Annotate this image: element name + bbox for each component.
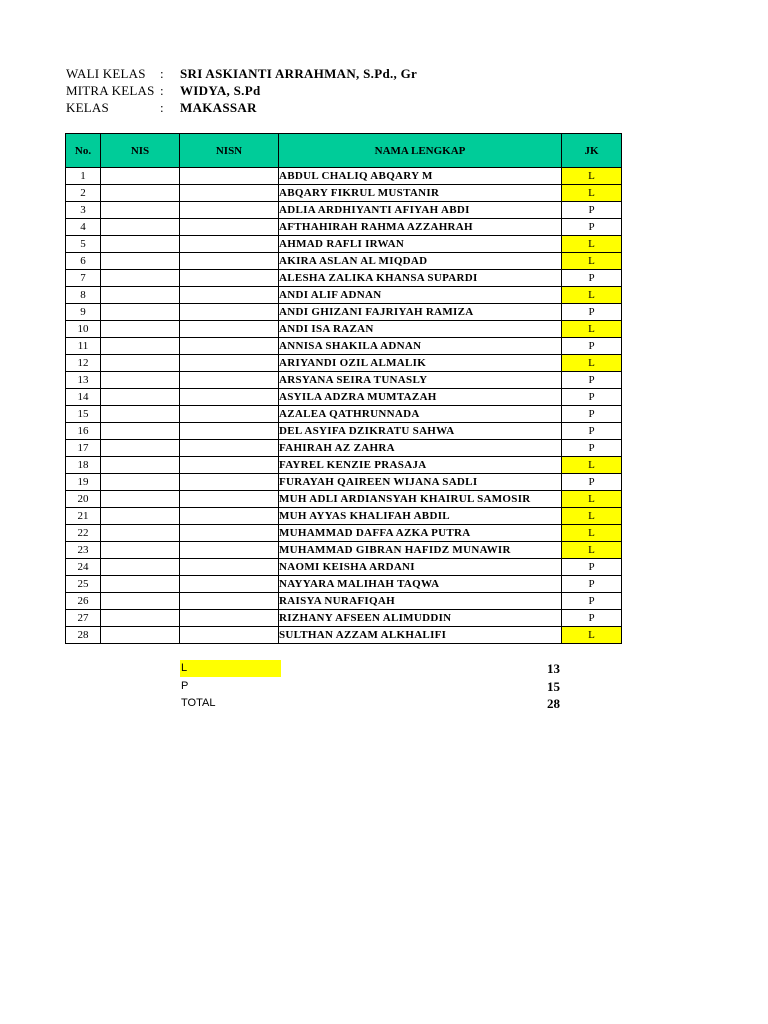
jk-cell: P: [562, 593, 622, 610]
summary-p-label: P: [181, 680, 189, 692]
nisn-cell: [180, 185, 279, 202]
jk-cell: P: [562, 423, 622, 440]
table-row: [66, 389, 622, 406]
table-row: [66, 457, 622, 474]
nisn-cell: [180, 406, 279, 423]
nis-cell: [101, 542, 180, 559]
nama-lengkap-cell: MUHAMMAD GIBRAN HAFIDZ MUNAWIR: [279, 542, 562, 559]
nis-cell: [101, 610, 180, 627]
nis-cell: [101, 168, 180, 185]
jk-cell: P: [562, 372, 622, 389]
nis-cell: [101, 491, 180, 508]
nis-cell: [101, 457, 180, 474]
nisn-cell: [180, 576, 279, 593]
summary-total-label: TOTAL: [181, 697, 216, 709]
jk-cell: L: [562, 525, 622, 542]
table-row: [66, 219, 622, 236]
row-number-cell: 1: [66, 168, 101, 185]
nisn-cell: [180, 627, 279, 644]
mitra-kelas-value: WIDYA, S.Pd: [180, 83, 261, 98]
nisn-cell: [180, 372, 279, 389]
table-row: [66, 355, 622, 372]
table-row: [66, 508, 622, 525]
jk-cell: L: [562, 253, 622, 270]
table-row: [66, 593, 622, 610]
kelas-value: MAKASSAR: [180, 100, 257, 115]
table-row: [66, 542, 622, 559]
nis-cell: [101, 202, 180, 219]
nisn-cell: [180, 253, 279, 270]
jk-cell: L: [562, 287, 622, 304]
table-row: [66, 372, 622, 389]
nisn-cell: [180, 593, 279, 610]
jk-cell: P: [562, 338, 622, 355]
jk-cell: P: [562, 219, 622, 236]
row-number-cell: 6: [66, 253, 101, 270]
column-header-nama-lengkap: NAMA LENGKAP: [279, 134, 562, 168]
nisn-cell: [180, 542, 279, 559]
nama-lengkap-cell: FAHIRAH AZ ZAHRA: [279, 440, 562, 457]
mitra-kelas-label: MITRA KELAS: [66, 83, 155, 98]
nis-cell: [101, 219, 180, 236]
row-number-cell: 11: [66, 338, 101, 355]
row-number-cell: 21: [66, 508, 101, 525]
row-number-cell: 10: [66, 321, 101, 338]
nis-cell: [101, 304, 180, 321]
nama-lengkap-cell: ASYILA ADZRA MUMTAZAH: [279, 389, 562, 406]
row-number-cell: 23: [66, 542, 101, 559]
nama-lengkap-cell: ARIYANDI OZIL ALMALIK: [279, 355, 562, 372]
nisn-cell: [180, 474, 279, 491]
wali-kelas-label: WALI KELAS: [66, 66, 146, 81]
column-header-nis: NIS: [101, 134, 180, 168]
nama-lengkap-cell: AKIRA ASLAN AL MIQDAD: [279, 253, 562, 270]
jk-cell: L: [562, 236, 622, 253]
nama-lengkap-cell: ANDI ALIF ADNAN: [279, 287, 562, 304]
nisn-cell: [180, 389, 279, 406]
table-header-row: [66, 134, 622, 168]
jk-cell: L: [562, 491, 622, 508]
nisn-cell: [180, 202, 279, 219]
row-number-cell: 5: [66, 236, 101, 253]
nis-cell: [101, 355, 180, 372]
row-number-cell: 26: [66, 593, 101, 610]
nama-lengkap-cell: ARSYANA SEIRA TUNASLY: [279, 372, 562, 389]
column-header-no: No.: [66, 134, 101, 168]
jk-cell: L: [562, 542, 622, 559]
table-row: [66, 202, 622, 219]
nis-cell: [101, 270, 180, 287]
student-roster-table: [65, 133, 622, 644]
nis-cell: [101, 338, 180, 355]
nisn-cell: [180, 338, 279, 355]
nisn-cell: [180, 304, 279, 321]
nisn-cell: [180, 321, 279, 338]
jk-cell: L: [562, 508, 622, 525]
jk-cell: P: [562, 406, 622, 423]
nis-cell: [101, 508, 180, 525]
nis-cell: [101, 287, 180, 304]
wali-kelas-value: SRI ASKIANTI ARRAHMAN, S.Pd., Gr: [180, 66, 418, 81]
nisn-cell: [180, 168, 279, 185]
table-row: [66, 610, 622, 627]
nama-lengkap-cell: RIZHANY AFSEEN ALIMUDDIN: [279, 610, 562, 627]
summary-l-label: L: [180, 660, 281, 677]
jk-cell: P: [562, 559, 622, 576]
table-row: [66, 406, 622, 423]
column-header-jk: JK: [562, 134, 622, 168]
table-row: [66, 168, 622, 185]
table-row: [66, 440, 622, 457]
nisn-cell: [180, 457, 279, 474]
nisn-cell: [180, 610, 279, 627]
column-header-nisn: NISN: [180, 134, 279, 168]
row-number-cell: 24: [66, 559, 101, 576]
table-row: [66, 287, 622, 304]
row-number-cell: 8: [66, 287, 101, 304]
table-row: [66, 185, 622, 202]
nama-lengkap-cell: MUHAMMAD DAFFA AZKA PUTRA: [279, 525, 562, 542]
nis-cell: [101, 372, 180, 389]
nama-lengkap-cell: ABQARY FIKRUL MUSTANIR: [279, 185, 562, 202]
nama-lengkap-cell: DEL ASYIFA DZIKRATU SAHWA: [279, 423, 562, 440]
row-number-cell: 19: [66, 474, 101, 491]
row-number-cell: 20: [66, 491, 101, 508]
nis-cell: [101, 440, 180, 457]
nis-cell: [101, 406, 180, 423]
kelas-label: KELAS: [66, 100, 109, 115]
nis-cell: [101, 576, 180, 593]
summary-p-value: 15: [547, 679, 560, 694]
row-number-cell: 27: [66, 610, 101, 627]
jk-cell: P: [562, 474, 622, 491]
jk-cell: L: [562, 168, 622, 185]
nama-lengkap-cell: AHMAD RAFLI IRWAN: [279, 236, 562, 253]
row-number-cell: 16: [66, 423, 101, 440]
table-row: [66, 338, 622, 355]
jk-cell: L: [562, 355, 622, 372]
table-row: [66, 559, 622, 576]
table-row: [66, 525, 622, 542]
table-row: [66, 253, 622, 270]
nama-lengkap-cell: AZALEA QATHRUNNADA: [279, 406, 562, 423]
table-row: [66, 270, 622, 287]
row-number-cell: 12: [66, 355, 101, 372]
nama-lengkap-cell: NAYYARA MALIHAH TAQWA: [279, 576, 562, 593]
nama-lengkap-cell: SULTHAN AZZAM ALKHALIFI: [279, 627, 562, 644]
nisn-cell: [180, 525, 279, 542]
jk-cell: L: [562, 627, 622, 644]
nis-cell: [101, 321, 180, 338]
nama-lengkap-cell: ALESHA ZALIKA KHANSA SUPARDI: [279, 270, 562, 287]
kelas-colon: :: [160, 100, 164, 115]
row-number-cell: 28: [66, 627, 101, 644]
nisn-cell: [180, 270, 279, 287]
summary-l-value: 13: [547, 661, 560, 676]
table-row: [66, 627, 622, 644]
nisn-cell: [180, 508, 279, 525]
jk-cell: P: [562, 389, 622, 406]
jk-cell: P: [562, 202, 622, 219]
row-number-cell: 15: [66, 406, 101, 423]
row-number-cell: 25: [66, 576, 101, 593]
nis-cell: [101, 559, 180, 576]
table-row: [66, 236, 622, 253]
jk-cell: P: [562, 270, 622, 287]
table-row: [66, 304, 622, 321]
jk-cell: L: [562, 185, 622, 202]
nisn-cell: [180, 287, 279, 304]
nisn-cell: [180, 491, 279, 508]
table-row: [66, 576, 622, 593]
nisn-cell: [180, 355, 279, 372]
jk-cell: P: [562, 576, 622, 593]
row-number-cell: 9: [66, 304, 101, 321]
jk-cell: L: [562, 321, 622, 338]
table-body: [66, 168, 622, 644]
jk-cell: L: [562, 457, 622, 474]
nama-lengkap-cell: ANDI ISA RAZAN: [279, 321, 562, 338]
nama-lengkap-cell: FURAYAH QAIREEN WIJANA SADLI: [279, 474, 562, 491]
nisn-cell: [180, 236, 279, 253]
nis-cell: [101, 389, 180, 406]
nis-cell: [101, 474, 180, 491]
nis-cell: [101, 525, 180, 542]
nama-lengkap-cell: AFTHAHIRAH RAHMA AZZAHRAH: [279, 219, 562, 236]
nis-cell: [101, 627, 180, 644]
nis-cell: [101, 593, 180, 610]
row-number-cell: 3: [66, 202, 101, 219]
jk-cell: P: [562, 304, 622, 321]
nama-lengkap-cell: ADLIA ARDHIYANTI AFIYAH ABDI: [279, 202, 562, 219]
jk-cell: P: [562, 610, 622, 627]
row-number-cell: 13: [66, 372, 101, 389]
nisn-cell: [180, 440, 279, 457]
nama-lengkap-cell: FAYREL KENZIE PRASAJA: [279, 457, 562, 474]
nisn-cell: [180, 559, 279, 576]
nis-cell: [101, 236, 180, 253]
nama-lengkap-cell: MUH ADLI ARDIANSYAH KHAIRUL SAMOSIR: [279, 491, 562, 508]
nama-lengkap-cell: ABDUL CHALIQ ABQARY M: [279, 168, 562, 185]
nama-lengkap-cell: NAOMI KEISHA ARDANI: [279, 559, 562, 576]
nama-lengkap-cell: MUH AYYAS KHALIFAH ABDIL: [279, 508, 562, 525]
nama-lengkap-cell: RAISYA NURAFIQAH: [279, 593, 562, 610]
table-row: [66, 474, 622, 491]
row-number-cell: 17: [66, 440, 101, 457]
row-number-cell: 2: [66, 185, 101, 202]
row-number-cell: 14: [66, 389, 101, 406]
nis-cell: [101, 185, 180, 202]
table-row: [66, 423, 622, 440]
table-row: [66, 491, 622, 508]
nama-lengkap-cell: ANDI GHIZANI FAJRIYAH RAMIZA: [279, 304, 562, 321]
table-row: [66, 321, 622, 338]
nis-cell: [101, 423, 180, 440]
row-number-cell: 18: [66, 457, 101, 474]
nisn-cell: [180, 423, 279, 440]
jk-cell: P: [562, 440, 622, 457]
wali-kelas-colon: :: [160, 66, 164, 81]
nis-cell: [101, 253, 180, 270]
row-number-cell: 7: [66, 270, 101, 287]
row-number-cell: 4: [66, 219, 101, 236]
row-number-cell: 22: [66, 525, 101, 542]
mitra-kelas-colon: :: [160, 83, 164, 98]
summary-total-value: 28: [547, 696, 560, 711]
nama-lengkap-cell: ANNISA SHAKILA ADNAN: [279, 338, 562, 355]
nisn-cell: [180, 219, 279, 236]
